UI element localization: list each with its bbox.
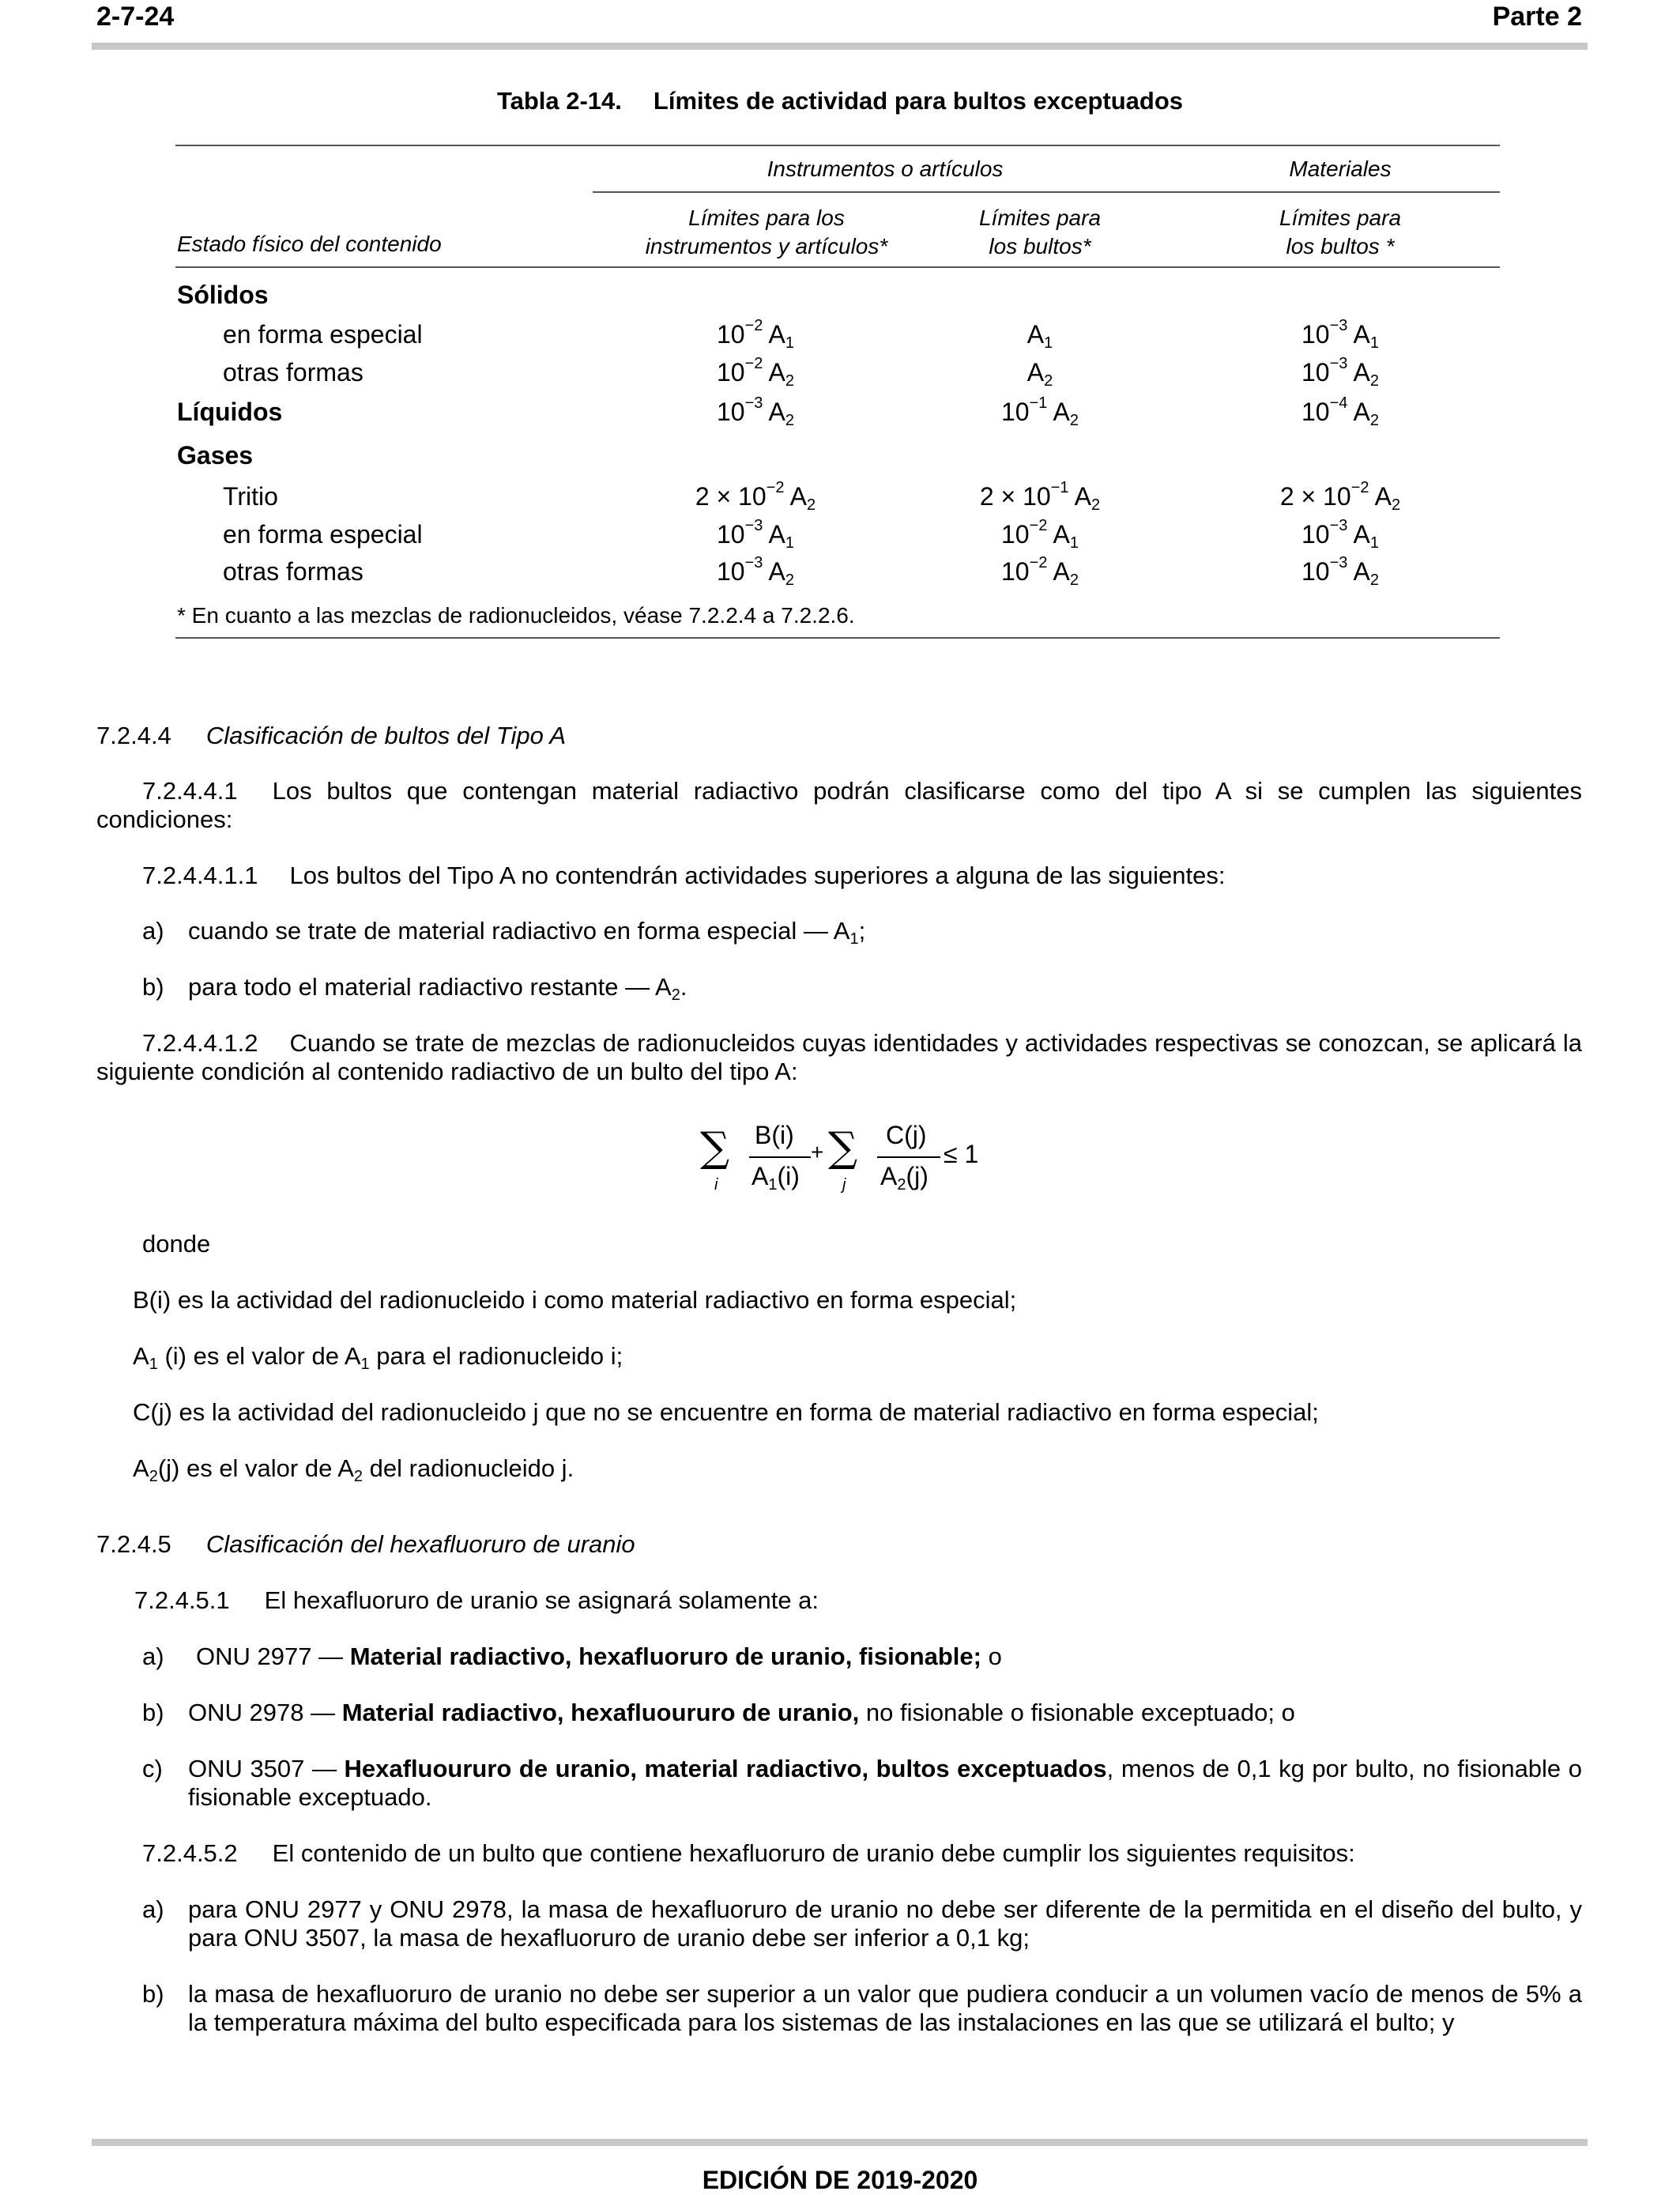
table-header-rule — [175, 266, 1500, 268]
inequality: ≤ 1 — [944, 1140, 979, 1168]
table-cell: $10^{-3}$ $A_2$ — [717, 554, 794, 589]
table-top-rule — [175, 145, 1500, 146]
table-cell: $A_2$ — [1026, 358, 1053, 390]
table-cell: $A_1$ — [1026, 320, 1053, 352]
fraction-denominator: $A_1(i)$ — [751, 1162, 800, 1194]
row-group-liquidos: Líquidos — [177, 398, 283, 426]
table-caption-number: Tabla 2-14. — [496, 87, 622, 115]
section-title: Clasificación de bultos del Tipo A — [205, 722, 567, 749]
list-item-c: c) ONU 3507 — Hexafluoururo de uranio, material radiactivo, bultos exceptuados, menos de 0,1 kg por bulto, no fisionable o fisionable exceptuado. — [142, 1755, 1582, 1811]
table-cell: $2 \times 10^{-1}$ $A_2$ — [979, 479, 1101, 514]
row-label-solid-other: otras formas — [223, 358, 363, 387]
definition-a2: $A_2(j)$ es el valor de $A_2$ del radionucleido j. — [133, 1454, 574, 1485]
list-item-b: b) para todo el material radiactivo restante — $A_2$. — [142, 973, 687, 1004]
section-title: Clasificación del hexafluoruro de uranio — [205, 1530, 635, 1558]
list-item-b: b) ONU 2978 — Material radiactivo, hexafluoururo de uranio, no fisionable o fisionable exceptuado; o — [142, 1699, 1295, 1726]
table-cell: $10^{-3}$ $A_2$ — [1301, 355, 1379, 390]
column-header-bultos: Límites para los bultos* — [978, 206, 1102, 258]
paragraph-724412: 7.2.4.4.1.2 Cuando se trate de mezclas de radionucleidos cuyas identidades y actividades respectivas se conozcan, se aplicará la siguiente condición al contenido radiactivo de un bulto del tipo A: — [96, 1029, 1582, 1085]
row-group-gases: Gases — [177, 441, 254, 470]
table-cell: $10^{-3}$ $A_2$ — [717, 394, 794, 429]
table-cell: $10^{-3}$ $A_1$ — [1301, 317, 1379, 352]
row-label-solid-special: en forma especial — [223, 320, 423, 349]
table-cell: $2 \times 10^{-2}$ $A_2$ — [695, 479, 816, 514]
paragraph-72441: 7.2.4.4.1 Los bultos que contengan material radiactivo podrán clasificarse como del tipo A si se cumplen las siguientes condiciones: — [96, 777, 1582, 833]
fraction-numerator: B(i) — [755, 1121, 794, 1149]
sum-index-i: i — [714, 1176, 718, 1194]
column-header-instruments: Límites para los instrumentos y artículos* — [645, 206, 888, 258]
table-cell: $10^{-2}$ $A_1$ — [717, 317, 794, 352]
table-bottom-rule — [175, 637, 1500, 639]
paragraph-724411: 7.2.4.4.1.1 Los bultos del Tipo A no contendrán actividades superiores a alguna de las siguientes: — [142, 862, 1226, 889]
definition-c: C(j) es la actividad del radionucleido j que no se encuentre en forma de material radiactivo en forma especial; — [133, 1398, 1319, 1426]
table-cell: $2 \times 10^{-2}$ $A_2$ — [1279, 479, 1401, 514]
definition-a1: $A_1$ (i) es el valor de $A_1$ para el radionucleido i; — [133, 1342, 623, 1373]
section-heading-7245 — [96, 1530, 635, 1559]
sum-symbol: ∑ — [828, 1124, 858, 1171]
fraction-denominator: $A_2(j)$ — [880, 1162, 929, 1194]
table-cell: $10^{-4}$ $A_2$ — [1301, 394, 1379, 429]
sum-symbol: ∑ — [700, 1124, 730, 1171]
table-footnote: * En cuanto a las mezclas de radionucleidos, véase 7.2.2.4 a 7.2.2.6. — [177, 603, 855, 628]
table-cell: $10^{-2}$ $A_2$ — [1001, 554, 1079, 589]
paragraph-72451: 7.2.4.5.1 El hexafluoruro de uranio se asignará solamente a: — [134, 1586, 819, 1614]
fraction-numerator: C(j) — [886, 1121, 927, 1149]
table-caption-title: Límites de actividad para bultos exceptuados — [653, 87, 1184, 115]
row-label-gas-special: en forma especial — [223, 520, 423, 549]
sum-index-j: j — [842, 1176, 846, 1194]
list-item-a: a) ONU 2977 — Material radiactivo, hexafluoruro de uranio, fisionable; o — [142, 1642, 1002, 1670]
table-cell: $10^{-2}$ $A_1$ — [1001, 517, 1079, 552]
table-cell: $10^{-3}$ $A_2$ — [1301, 554, 1379, 589]
table-cell: $10^{-3}$ $A_1$ — [1301, 517, 1379, 552]
group-header-materials: Materiales — [1289, 157, 1392, 181]
footer-rule — [92, 2139, 1588, 2146]
header-left: 2-7-24 — [96, 2, 175, 32]
table-cell: $10^{-2}$ $A_2$ — [717, 355, 794, 390]
list-item-a: a) para ONU 2977 y ONU 2978, la masa de hexafluoruro de uranio no debe ser diferente de la permitida en el diseño del bulto, y para ONU 3507, la masa de hexafluoruro de uranio debe ser inferior a 0,1 kg; — [142, 1895, 1582, 1952]
header-rule — [92, 43, 1588, 50]
column-header-state: Estado físico del contenido — [177, 232, 442, 256]
fraction-bar — [749, 1156, 811, 1158]
column-header-materials: Límites para los bultos * — [1279, 206, 1402, 258]
row-label-gas-other: otras formas — [223, 557, 363, 586]
plus-sign: + — [811, 1140, 824, 1164]
paragraph-72452: 7.2.4.5.2 El contenido de un bulto que contiene hexafluoruro de uranio debe cumplir los siguientes requisitos: — [142, 1839, 1355, 1867]
donde-label: donde — [142, 1230, 211, 1258]
section-heading-7244 — [96, 722, 566, 750]
table-cell: $10^{-3}$ $A_1$ — [717, 517, 794, 552]
table-caption — [0, 87, 1680, 115]
row-group-solidos: Sólidos — [177, 281, 269, 309]
list-item-b: b) la masa de hexafluoruro de uranio no debe ser superior a un valor que pudiera conducir a un volumen vacío de menos de 5% a la temperatura máxima del bulto especificada para los sistemas de las instalaciones en las que se utilizará el bulto; y — [142, 1980, 1582, 2036]
fraction-bar — [877, 1156, 940, 1158]
group-header-instruments: Instrumentos o artículos — [767, 157, 1004, 181]
list-item-a: a) cuando se trate de material radiactivo en forma especial — $A_1$; — [142, 917, 866, 948]
row-label-tritio: Tritio — [223, 482, 278, 511]
table-cell: $10^{-1}$ $A_2$ — [1001, 394, 1079, 429]
section-number: 7.2.4.4 — [96, 722, 171, 749]
footer-edition: EDICIÓN DE 2019-2020 — [702, 2166, 978, 2194]
header-right: Parte 2 — [1492, 2, 1582, 32]
definition-b: B(i) es la actividad del radionucleido i como material radiactivo en forma especial; — [133, 1286, 1017, 1314]
section-number: 7.2.4.5 — [96, 1530, 171, 1558]
table-group-rule — [593, 191, 1500, 193]
